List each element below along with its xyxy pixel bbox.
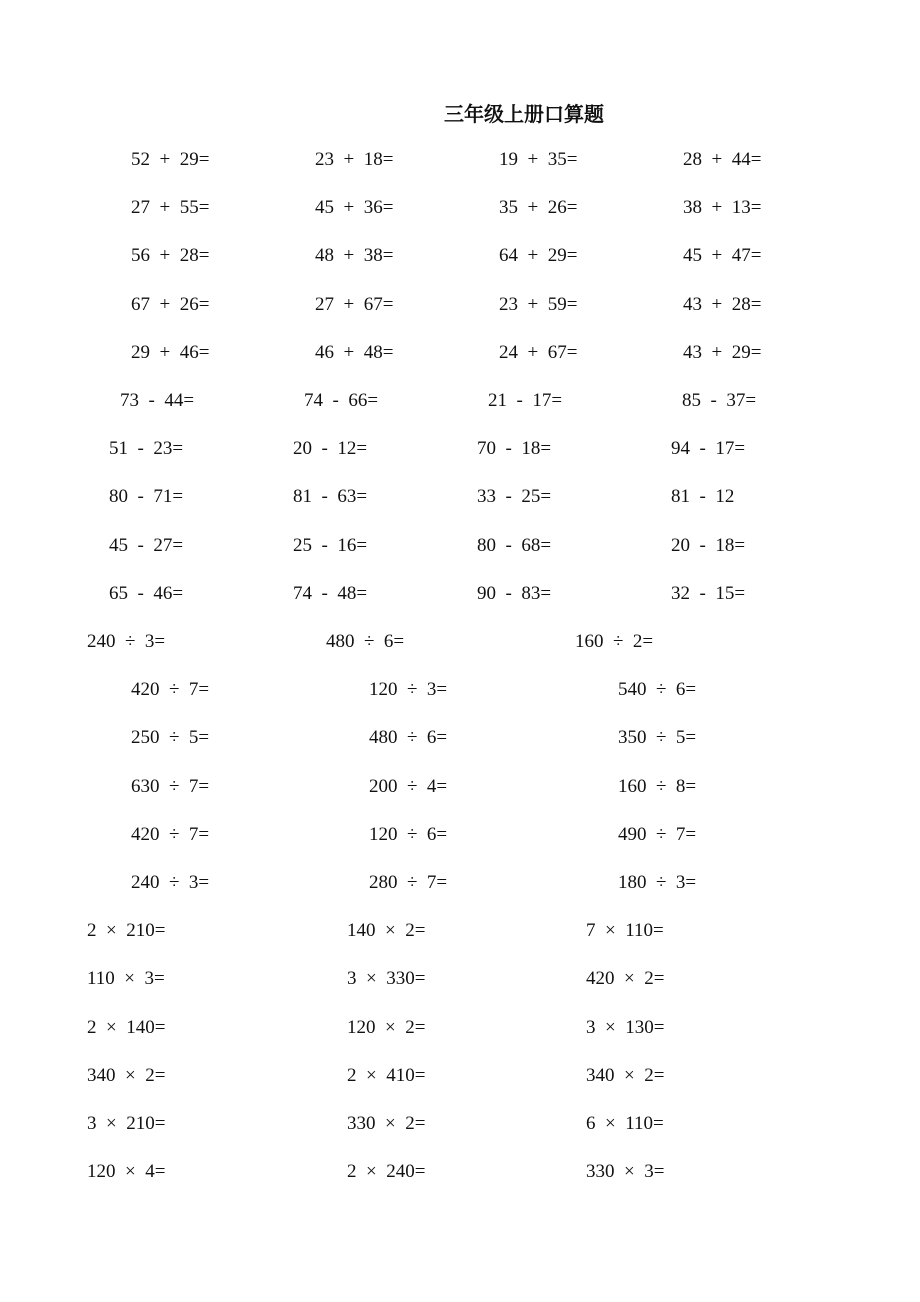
math-problem: 480 ÷ 6= bbox=[369, 727, 448, 749]
math-problem: 74 - 48= bbox=[293, 582, 368, 604]
math-problem: 94 - 17= bbox=[671, 438, 746, 460]
division-row bbox=[0, 675, 920, 705]
math-problem: 24 + 67= bbox=[499, 341, 578, 363]
math-problem: 46 + 48= bbox=[315, 341, 394, 363]
math-problem: 120 ÷ 3= bbox=[369, 679, 448, 701]
math-problem: 280 ÷ 7= bbox=[369, 872, 448, 893]
multiplication-row bbox=[0, 1109, 920, 1139]
math-problem: 200 ÷ 4= bbox=[369, 775, 448, 797]
math-problem: 23 + 18= bbox=[315, 149, 394, 170]
math-problem: 90 - 83= bbox=[477, 582, 552, 604]
math-problem: 29 + 46= bbox=[131, 341, 210, 363]
math-problem: 38 + 13= bbox=[683, 197, 762, 219]
math-problem: 3 × 130= bbox=[586, 1016, 665, 1038]
math-problem: 420 × 2= bbox=[586, 968, 665, 990]
math-problem: 33 - 25= bbox=[477, 486, 552, 508]
math-problem: 45 + 47= bbox=[683, 245, 762, 267]
math-problem: 32 - 15= bbox=[671, 582, 746, 604]
math-problem: 330 × 2= bbox=[347, 1113, 426, 1134]
math-problem: 20 - 12= bbox=[293, 438, 368, 460]
math-problem: 420 ÷ 7= bbox=[131, 679, 210, 701]
math-problem: 28 + 44= bbox=[683, 149, 762, 170]
math-problem: 630 ÷ 7= bbox=[131, 775, 210, 797]
math-problem: 27 + 55= bbox=[131, 197, 210, 219]
division-row bbox=[0, 820, 920, 850]
subtraction-row bbox=[0, 482, 920, 512]
multiplication-row bbox=[0, 1061, 920, 1091]
math-problem: 74 - 66= bbox=[304, 390, 379, 411]
division-row bbox=[0, 772, 920, 802]
addition-row bbox=[0, 338, 920, 368]
addition-row bbox=[0, 193, 920, 223]
math-problem: 35 + 26= bbox=[499, 197, 578, 219]
math-problem: 240 ÷ 3= bbox=[131, 872, 210, 893]
division-row bbox=[0, 868, 920, 898]
math-problem: 2 × 140= bbox=[87, 1016, 166, 1038]
math-problem: 2 × 410= bbox=[347, 1064, 426, 1086]
math-problem: 330 × 3= bbox=[586, 1161, 665, 1183]
division-row bbox=[0, 723, 920, 753]
math-problem: 80 - 68= bbox=[477, 534, 552, 556]
math-problem: 64 + 29= bbox=[499, 245, 578, 267]
math-problem: 81 - 63= bbox=[293, 486, 368, 508]
math-problem: 56 + 28= bbox=[131, 245, 210, 267]
math-problem: 6 × 110= bbox=[586, 1113, 664, 1134]
math-problem: 67 + 26= bbox=[131, 293, 210, 315]
math-problem: 19 + 35= bbox=[499, 149, 578, 170]
math-problem: 480 ÷ 6= bbox=[326, 631, 405, 652]
math-problem: 27 + 67= bbox=[315, 293, 394, 315]
math-problem: 160 ÷ 2= bbox=[575, 631, 654, 652]
division-first-row bbox=[0, 627, 920, 657]
math-problem: 7 × 110= bbox=[586, 920, 664, 942]
math-problem: 70 - 18= bbox=[477, 438, 552, 460]
math-problem: 490 ÷ 7= bbox=[618, 823, 697, 845]
math-problem: 110 × 3= bbox=[87, 968, 165, 990]
math-problem: 240 ÷ 3= bbox=[87, 631, 166, 652]
math-problem: 120 × 2= bbox=[347, 1016, 426, 1038]
math-problem: 2 × 240= bbox=[347, 1161, 426, 1183]
math-problem: 80 - 71= bbox=[109, 486, 184, 508]
subtraction-row bbox=[0, 579, 920, 609]
math-problem: 420 ÷ 7= bbox=[131, 823, 210, 845]
addition-row bbox=[0, 290, 920, 320]
math-problem: 65 - 46= bbox=[109, 582, 184, 604]
page-title: 三年级上册口算题 bbox=[444, 102, 604, 126]
math-problem: 43 + 28= bbox=[683, 293, 762, 315]
math-problem: 160 ÷ 8= bbox=[618, 775, 697, 797]
multiplication-row bbox=[0, 964, 920, 994]
multiplication-row bbox=[0, 1157, 920, 1187]
addition-row bbox=[0, 241, 920, 271]
multiplication-row bbox=[0, 1013, 920, 1043]
subtraction-row bbox=[0, 434, 920, 464]
math-problem: 48 + 38= bbox=[315, 245, 394, 267]
math-problem: 3 × 330= bbox=[347, 968, 426, 990]
math-problem: 45 - 27= bbox=[109, 534, 184, 556]
math-problem: 25 - 16= bbox=[293, 534, 368, 556]
math-problem: 2 × 210= bbox=[87, 920, 166, 942]
math-problem: 21 - 17= bbox=[488, 390, 563, 411]
math-problem: 350 ÷ 5= bbox=[618, 727, 697, 749]
math-problem: 140 × 2= bbox=[347, 920, 426, 942]
math-problem: 20 - 18= bbox=[671, 534, 746, 556]
math-problem: 540 ÷ 6= bbox=[618, 679, 697, 701]
math-problem: 120 ÷ 6= bbox=[369, 823, 448, 845]
math-problem: 43 + 29= bbox=[683, 341, 762, 363]
math-problem: 81 - 12 bbox=[671, 486, 735, 508]
math-problem: 180 ÷ 3= bbox=[618, 872, 697, 893]
math-problem: 52 + 29= bbox=[131, 149, 210, 170]
subtraction-row bbox=[0, 531, 920, 561]
addition-row bbox=[0, 145, 920, 175]
math-problem: 23 + 59= bbox=[499, 293, 578, 315]
math-problem: 3 × 210= bbox=[87, 1113, 166, 1134]
math-problem: 340 × 2= bbox=[87, 1064, 166, 1086]
math-problem: 73 - 44= bbox=[120, 390, 195, 411]
multiplication-row bbox=[0, 916, 920, 946]
math-problem: 340 × 2= bbox=[586, 1064, 665, 1086]
math-problem: 120 × 4= bbox=[87, 1161, 166, 1183]
subtraction-first-row bbox=[0, 386, 920, 416]
math-problem: 250 ÷ 5= bbox=[131, 727, 210, 749]
math-problem: 51 - 23= bbox=[109, 438, 184, 460]
math-problem: 85 - 37= bbox=[682, 390, 757, 411]
math-problem: 45 + 36= bbox=[315, 197, 394, 219]
